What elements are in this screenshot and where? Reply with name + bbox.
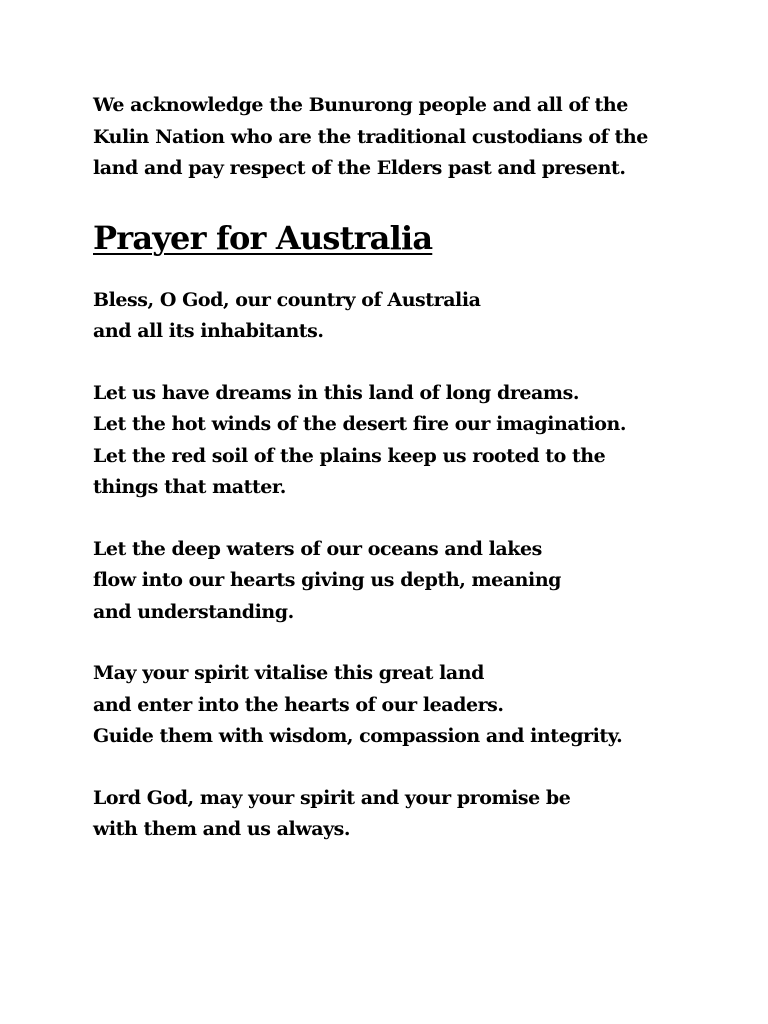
prayer-title: Prayer for Australia (93, 218, 433, 257)
stanza-line: with them and us always. (93, 818, 351, 840)
acknowledgement-line: land and pay respect of the Elders past and present. (93, 157, 626, 179)
stanza-1 (93, 285, 733, 348)
stanza-line: Guide them with wisdom, compassion and integrity. (93, 725, 623, 747)
acknowledgement-paragraph (93, 90, 733, 185)
stanza-2 (93, 378, 733, 504)
stanza-line: and understanding. (93, 600, 294, 623)
document-page (93, 90, 733, 846)
stanza-line: Let us have dreams in this land of long dreams. (93, 381, 579, 404)
stanza-line: Lord God, may your spirit and your promise be (93, 786, 571, 809)
stanza-line: Bless, O God, our country of Australia (93, 288, 481, 311)
acknowledgement-line: We acknowledge the Bunurong people and all of the (93, 94, 628, 116)
stanza-4 (93, 658, 733, 753)
stanza-line: Let the hot winds of the desert fire our imagination. (93, 413, 627, 435)
stanza-line: Let the red soil of the plains keep us rooted to the (93, 444, 606, 467)
acknowledgement-line: Kulin Nation who are the traditional custodians of the (93, 125, 648, 148)
stanza-5 (93, 783, 733, 846)
stanza-3 (93, 534, 733, 629)
stanza-line: May your spirit vitalise this great land (93, 662, 484, 684)
stanza-line: and enter into the hearts of our leaders. (93, 693, 504, 716)
stanza-line: and all its inhabitants. (93, 320, 324, 342)
stanza-line: things that matter. (93, 476, 286, 498)
stanza-line: Let the deep waters of our oceans and lakes (93, 537, 542, 560)
stanza-line: flow into our hearts giving us depth, meaning (93, 569, 562, 591)
